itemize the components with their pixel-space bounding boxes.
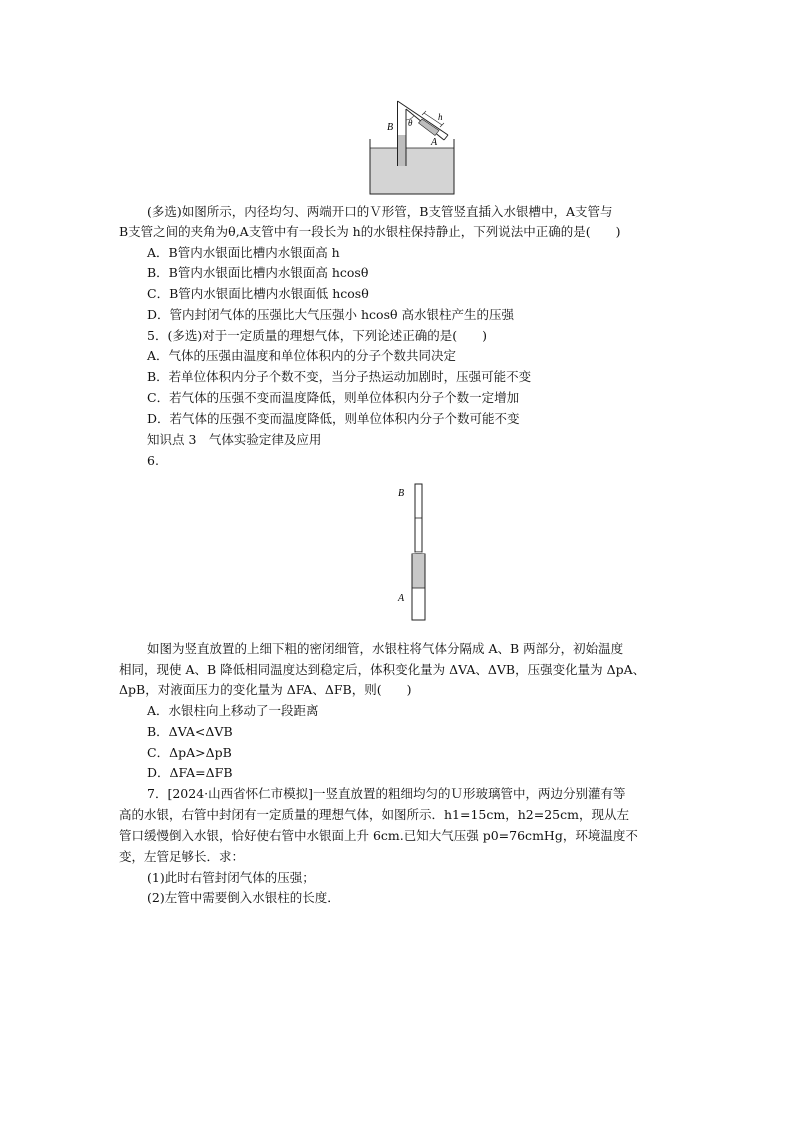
q6-option-d: D．ΔFA=ΔFB	[147, 765, 233, 780]
q4-option-a: A．B管内水银面比槽内水银面高 h	[147, 245, 340, 260]
q7-line4: 变，左管足够长．求：	[119, 849, 245, 864]
q5-option-a: A．气体的压强由温度和单位体积内的分子个数共同决定	[147, 348, 457, 363]
q6-option-a: A．水银柱向上移动了一段距离	[147, 703, 319, 718]
q6-stem-line1: 如图为竖直放置的上细下粗的密闭细管，水银柱将气体分隔成 A、B 两部分，初始温度	[147, 641, 624, 656]
q4-option-b: B．B管内水银面比槽内水银面高 hcosθ	[147, 265, 369, 280]
tube-b-mercury	[398, 135, 406, 166]
q7-sub-question-2: (2)左管中需要倒入水银柱的长度．	[147, 890, 340, 905]
fig6-label-a: A	[398, 593, 405, 604]
fig6-label-b: B	[398, 488, 405, 499]
fig1-label-h: h	[438, 112, 443, 122]
q6-stem-line2: 相同，现使 A、B 降低相同温度达到稳定后，体积变化量为 ΔVA、ΔVB，压强变化量为 ΔpA、	[119, 662, 646, 677]
q4-stem-line2: B支管之间的夹角为θ,A支管中有一段长为 h的水银柱保持静止，下列说法中正确的是( )	[119, 224, 621, 239]
fig1-label-b: B	[387, 122, 394, 133]
q7-line3: 管口缓慢倒入水银，恰好使右管中水银面上升 6cm.已知大气压强 p0=76cmHg，环境温度不	[119, 828, 638, 843]
q7-line1: 7．[2024·山西省怀仁市模拟]一竖直放置的粗细均匀的Ｕ形玻璃管中，两边分别灌有等	[147, 786, 626, 801]
q5-option-c: C．若气体的压强不变而温度降低，则单位体积内分子个数一定增加	[147, 390, 520, 405]
q5-stem: 5．(多选)对于一定质量的理想气体，下列论述正确的是( )	[147, 328, 487, 343]
q6-stem-line3: ΔpB，对液面压力的变化量为 ΔFA、ΔFB，则( )	[119, 682, 412, 697]
q5-option-d: D．若气体的压强不变而温度降低，则单位体积内分子个数可能不变	[147, 411, 520, 426]
q4-stem-line1: (多选)如图所示，内径均匀、两端开口的Ｖ形管，B支管竖直插入水银槽中，A支管与	[147, 204, 613, 219]
q4-option-d: D．管内封闭气体的压强比大气压强小 hcosθ 高水银柱产生的压强	[147, 307, 514, 322]
q6-number: 6.	[147, 453, 159, 468]
fig1-label-a: A	[431, 137, 438, 148]
fig1-label-theta: θ	[408, 118, 413, 128]
q7-line2: 高的水银，右管中封闭有一定质量的理想气体，如图所示．h1=15cm，h2=25cm，现从左	[119, 807, 629, 822]
q4-option-c: C．B管内水银面比槽内水银面低 hcosθ	[147, 286, 369, 301]
figure-v-tube	[366, 95, 466, 197]
q6-option-c: C．ΔpA>ΔpB	[147, 745, 232, 760]
section-heading: 知识点 3 气体实验定律及应用	[147, 432, 322, 447]
figure-sealed-tube	[396, 482, 436, 624]
q6-option-b: B．ΔVA<ΔVB	[147, 724, 233, 739]
q7-sub-question-1: (1)此时右管封闭气体的压强；	[147, 870, 315, 885]
mercury-trough-fill	[370, 148, 454, 194]
q5-option-b: B．若单位体积内分子个数不变，当分子热运动加剧时，压强可能不变	[147, 369, 532, 384]
mercury-column-thick	[413, 554, 425, 588]
